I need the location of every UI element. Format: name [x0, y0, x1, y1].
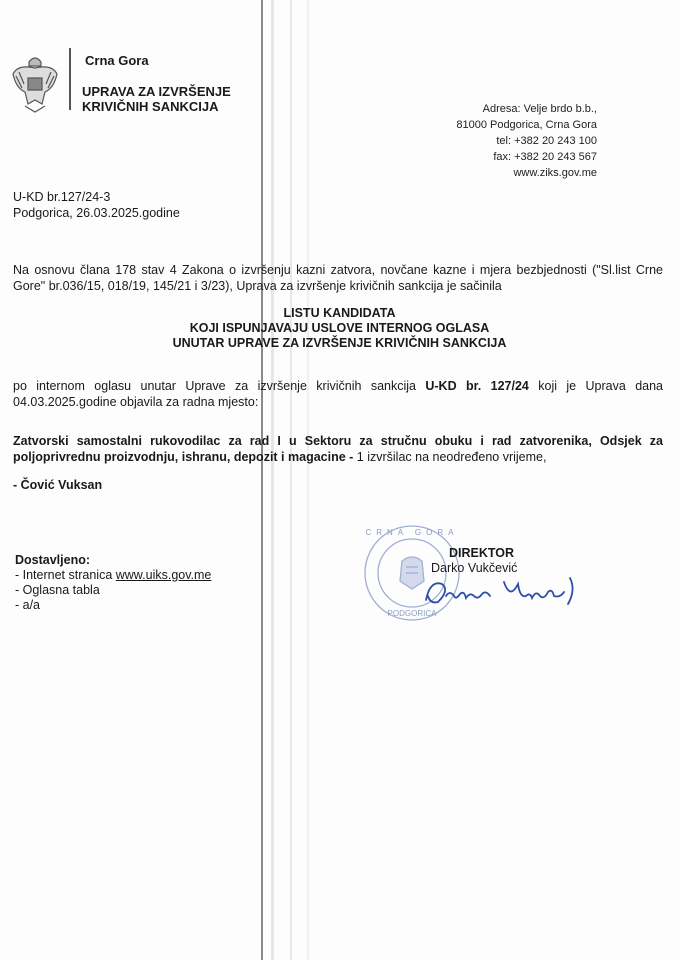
distribution-item: - Oglasna tabla	[15, 583, 100, 597]
position-title: Zatvorski samostalni rukovodilac za rad I u Sektoru za stručnu obuku i rad zatvorenika, Odsjek za poljoprivrednu proizvodnju, ishranu, depozit i magacine -	[13, 434, 663, 464]
telephone: tel: +382 20 243 100	[496, 135, 597, 147]
reference-block	[13, 189, 180, 221]
scan-artifact-line	[307, 0, 309, 960]
position-details: 1 izvršilac na neodređeno vrijeme,	[356, 450, 547, 464]
handwritten-signature-icon	[420, 570, 580, 610]
svg-text:PODGORICA: PODGORICA	[387, 609, 437, 618]
notice-text: po internom oglasu unutar Uprave za izvršenje krivičnih sankcija	[13, 379, 426, 393]
city: 81000 Podgorica, Crna Gora	[456, 119, 597, 131]
svg-text:CRNA GORA: CRNA GORA	[365, 528, 459, 537]
notice-paragraph	[13, 378, 663, 410]
contact-block	[456, 101, 597, 181]
address: Adresa: Velje brdo b.b.,	[482, 103, 597, 115]
title-line-2: KOJI ISPUNJAVAJU USLOVE INTERNOG OGLASA	[189, 321, 490, 335]
institution-line-2: KRIVIČNIH SANKCIJA	[82, 99, 219, 114]
scan-artifact-line	[290, 0, 292, 960]
institution-line-1: UPRAVA ZA IZVRŠENJE	[82, 84, 231, 99]
reference-number: U-KD br.127/24-3	[13, 190, 111, 204]
candidate-name: - Čović Vuksan	[13, 478, 103, 492]
coat-of-arms-icon	[10, 54, 60, 114]
distribution-list	[15, 553, 211, 613]
position-paragraph	[13, 433, 663, 465]
distribution-item: - Internet stranica www.uiks.gov.me	[15, 568, 212, 582]
website-link[interactable]: www.uiks.gov.me	[115, 568, 212, 582]
intro-paragraph: Na osnovu člana 178 stav 4 Zakona o izvršenju kazni zatvora, novčane kazne i mjera bezbjednosti ("Sl.list Crne Gore" br.036/15, 018/19, 145/21 i 3/23), Uprava za izvršenje krivičnih sankcija je sačinila	[13, 263, 663, 293]
notice-reference: U-KD br. 127/24	[425, 379, 529, 393]
distribution-heading: Dostavljeno:	[15, 553, 91, 567]
header-divider	[69, 48, 71, 110]
fax: fax: +382 20 243 567	[493, 151, 597, 163]
website: www.ziks.gov.me	[513, 167, 597, 179]
notice-text-end: koji je Uprava dana 04.03.2025.godine objavila za radna mjesto:	[13, 379, 663, 409]
place-date: Podgorica, 26.03.2025.godine	[13, 206, 180, 220]
scan-artifact-line	[271, 0, 274, 960]
title-line-1: LISTU KANDIDATA	[283, 306, 396, 320]
distribution-item: - a/a	[15, 598, 41, 612]
country-name: Crna Gora	[85, 53, 149, 68]
scan-artifact-line	[261, 0, 263, 960]
director-title: DIREKTOR	[449, 546, 515, 560]
institution-name	[82, 84, 231, 114]
title-line-3: UNUTAR UPRAVE ZA IZVRŠENJE KRIVIČNIH SANKCIJA	[172, 336, 507, 350]
director-name: Darko Vukčević	[431, 561, 518, 575]
document-title	[0, 306, 679, 351]
